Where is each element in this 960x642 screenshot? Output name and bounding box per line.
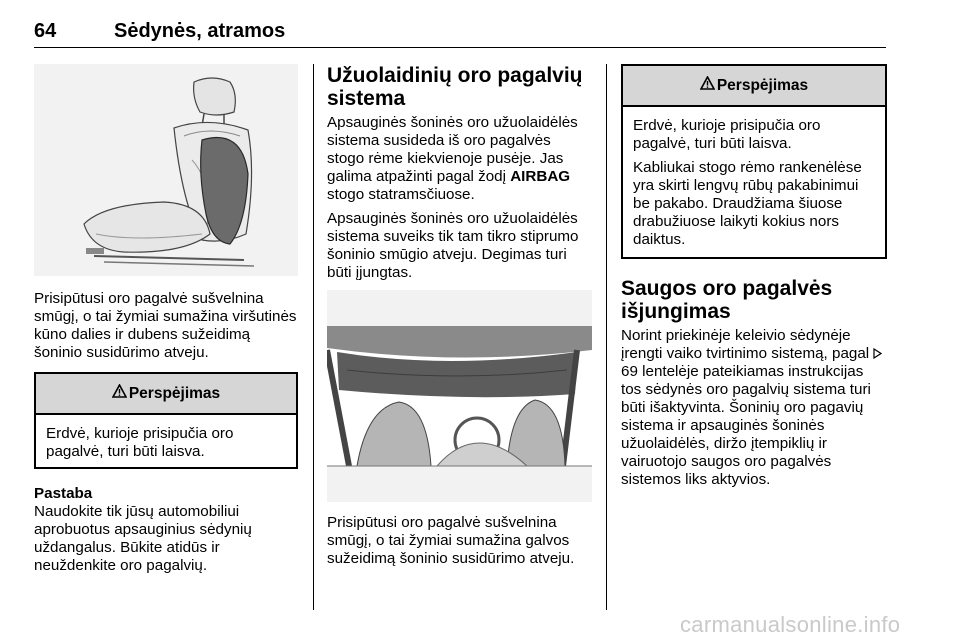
p1-text-end: stogo statramsčiuose.: [327, 186, 475, 203]
curtain-airbag-figure: [327, 290, 592, 502]
warning-text-1: Erdvė, kurioje prisipučia oro pagalvė, turi būti laisva.: [46, 425, 234, 460]
note-block: [34, 485, 298, 575]
column-3: [621, 64, 887, 495]
note-label: Pastaba: [34, 485, 93, 502]
column-2: [327, 64, 592, 574]
page-reference-arrow-icon: [873, 345, 882, 362]
figure-caption-1: Prisipūtusi oro pagalvė sušvelnina smūgį, o tai žymiai sumažina viršutinės kūno dalies ir dubens sužeidimą šoninio susidūrimo atveju.: [34, 290, 297, 361]
watermark: carmanualsonline.info: [680, 612, 901, 637]
warning-title-2: Perspėjimas: [716, 76, 809, 94]
figure-caption-2: Prisipūtusi oro pagalvė sušvelnina smūgį, o tai žymiai sumažina galvos sužeidimą šoninio susidūrimo atveju.: [327, 514, 575, 567]
curtain-airbag-paragraph-2: Apsauginės šoninės oro užuolaidėlės sistema suveiks tik tam tikro stiprumo šoninio smūgio atveju. Degimas turi būti įjungtas.: [327, 210, 579, 281]
warning-text-2b: Kabliukai stogo rėmo rankenėlėse yra skirti lengvų rūbų pakabinimui be pakabo. Draudžiama šiuose drabužiuose laikyti kokius nors daiktus.: [633, 159, 862, 248]
section-heading-airbag-deactivation: Saugos oro pagalvės išjungimas: [621, 277, 833, 323]
deactivation-paragraph: [621, 327, 887, 489]
note-text: Naudokite tik jūsų automobiliui aprobuotus apsauginius sėdynių uždangalus. Būkite atidūs ir neuždenkite oro pagalvių.: [34, 503, 252, 574]
header-rule: [34, 47, 886, 48]
column-divider-2: [606, 64, 607, 610]
airbag-label: AIRBAG: [510, 168, 571, 185]
column-divider-1: [313, 64, 314, 610]
warning-body-1: [36, 415, 296, 467]
warning-box-1: [34, 372, 298, 469]
column-1: [34, 64, 298, 581]
section-heading-curtain-airbag: Užuolaidinių oro pagalvių sistema: [327, 64, 583, 110]
page-number: 64: [34, 20, 57, 42]
warning-box-2: [621, 64, 887, 259]
warning-header-1: [36, 374, 296, 415]
warning-text-2a: Erdvė, kurioje prisipučia oro pagalvė, turi būti laisva.: [633, 117, 821, 152]
running-title: Sėdynės, atramos: [114, 20, 286, 42]
deactivation-text: Norint priekinėje keleivio sėdynėje įrengti vaiko tvirtinimo sistemą, pagal: [621, 327, 874, 362]
page-reference-link[interactable]: 69: [621, 363, 638, 380]
warning-header-2: [623, 66, 885, 107]
warning-triangle-icon: [112, 384, 127, 403]
seat-airbag-figure: [34, 64, 298, 276]
p1-text: Apsauginės šoninės oro užuolaidėlės sistema susideda iš oro pagalvės stogo rėme kiekvienoje pusėje. Jas galima atpažinti pagal žodį: [327, 114, 578, 185]
warning-triangle-icon: [700, 76, 715, 95]
curtain-airbag-paragraph-1: [327, 114, 592, 204]
page-header: [34, 6, 884, 46]
deactivation-text-end: lentelėje pateikiamas instrukcijas tos sėdynės oro pagalvių sistema turi būti išaktyvinta. Šoninių oro pagavių sistema ir apsauginės šoninės užuolaidėlės, diržo įtempiklių ir vairuotojo saugos oro pagalvės sistemos liks aktyvios.: [621, 363, 871, 488]
car-interior-illustration: [327, 290, 592, 502]
warning-title-1: Perspėjimas: [128, 384, 221, 402]
warning-body-2: [623, 107, 885, 257]
seat-illustration: [34, 64, 298, 276]
